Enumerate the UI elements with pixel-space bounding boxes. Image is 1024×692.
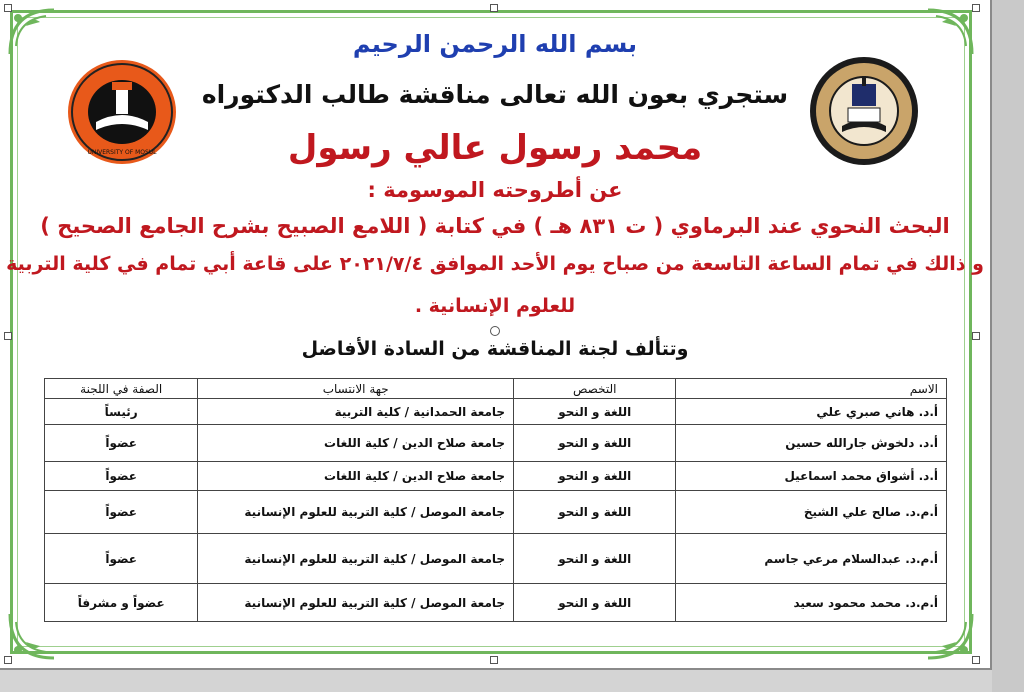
basmala: بسم الله الرحمن الرحيم	[352, 30, 638, 58]
member-role: عضواً	[45, 425, 198, 462]
member-specialization: اللغة و النحو	[514, 534, 676, 584]
member-specialization: اللغة و النحو	[514, 491, 676, 534]
vertical-scrollbar[interactable]	[992, 0, 1024, 692]
resize-handle[interactable]	[4, 656, 12, 664]
member-affiliation: جامعة صلاح الدين / كلية اللغات	[198, 425, 514, 462]
member-specialization: اللغة و النحو	[514, 425, 676, 462]
header-affiliation: جهة الانتساب	[198, 379, 514, 399]
committee-intro: وتتألف لجنة المناقشة من السادة الأفاضل	[301, 338, 689, 360]
resize-handle[interactable]	[490, 656, 498, 664]
header-name: الاسم	[676, 379, 947, 399]
table-header-row	[45, 379, 947, 399]
horizontal-scrollbar[interactable]	[0, 670, 992, 692]
member-name: أ.م.د. عبدالسلام مرعي جاسم	[676, 534, 947, 584]
move-handle[interactable]	[490, 326, 500, 336]
table-row	[45, 462, 947, 491]
member-affiliation: جامعة الحمدانية / كلية التربية	[198, 399, 514, 425]
header-specialization: التخصص	[514, 379, 676, 399]
member-role: عضواً و مشرفاً	[45, 584, 198, 622]
thesis-intro: عن أطروحته الموسومة :	[367, 178, 623, 202]
schedule-line-1: و ذالك في تمام الساعة التاسعة من صباح يوم الأحد الموافق ٢٠٢١/٧/٤ على قاعة أبي تمام في كلية التربية	[6, 253, 984, 275]
announcement: ستجري بعون الله تعالى مناقشة طالب الدكتوراه	[201, 80, 789, 109]
member-role: عضواً	[45, 534, 198, 584]
table-row	[45, 425, 947, 462]
member-role: عضواً	[45, 491, 198, 534]
member-specialization: اللغة و النحو	[514, 584, 676, 622]
member-name: أ.د. دلخوش جارالله حسين	[676, 425, 947, 462]
member-affiliation: جامعة الموصل / كلية التربية للعلوم الإنسانية	[198, 491, 514, 534]
table-row	[45, 534, 947, 584]
schedule-line-2: للعلوم الإنسانية .	[414, 295, 576, 317]
member-name: أ.م.د. محمد محمود سعيد	[676, 584, 947, 622]
resize-handle[interactable]	[4, 4, 12, 12]
resize-handle[interactable]	[490, 4, 498, 12]
member-specialization: اللغة و النحو	[514, 462, 676, 491]
student-name: محمد رسول عالي رسول	[287, 128, 703, 168]
table-row	[45, 491, 947, 534]
resize-handle[interactable]	[972, 656, 980, 664]
member-affiliation: جامعة الموصل / كلية التربية للعلوم الإنسانية	[198, 534, 514, 584]
member-name: أ.م.د. صالح علي الشيخ	[676, 491, 947, 534]
table-row	[45, 584, 947, 622]
member-name: أ.د. هاني صبري علي	[676, 399, 947, 425]
member-affiliation: جامعة الموصل / كلية التربية للعلوم الإنسانية	[198, 584, 514, 622]
member-specialization: اللغة و النحو	[514, 399, 676, 425]
resize-handle[interactable]	[972, 4, 980, 12]
seal-lettering: UNIVERSITY OF MOSUL	[87, 149, 157, 156]
member-affiliation: جامعة صلاح الدين / كلية اللغات	[198, 462, 514, 491]
member-name: أ.د. أشواق محمد اسماعيل	[676, 462, 947, 491]
member-role: عضواً	[45, 462, 198, 491]
header-role: الصفة في اللجنة	[45, 379, 198, 399]
committee-table	[44, 378, 947, 622]
table-row	[45, 399, 947, 425]
thesis-title: البحث النحوي عند البرماوي ( ت ٨٣١ هـ ) في كتابة ( اللامع الصبيح بشرح الجامع الصحيح )	[40, 214, 950, 238]
member-role: رئيساً	[45, 399, 198, 425]
